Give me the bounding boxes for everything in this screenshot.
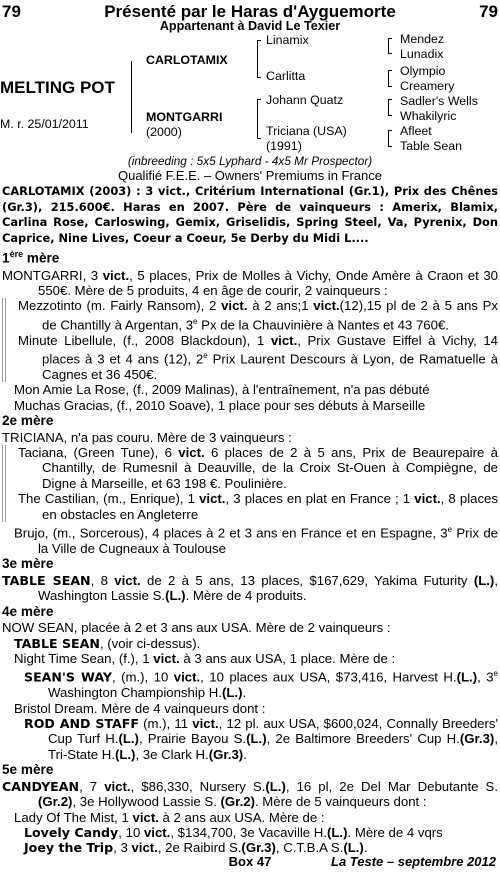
ped-ds: Johann Quatz bbox=[266, 93, 344, 107]
produce-mon-amie: Mon Amie La Rose, (f., 2009 Malinas), à l'entraînement, n'a pas débuté bbox=[14, 382, 430, 398]
produce-brujo: Brujo, (m., Sorcerous), 4 places à 2 et 3 ans en France et en Espagne, 3e Prix de la Ville de Cugneaux à Toulouse bbox=[14, 524, 498, 556]
ped-sds: Olympio bbox=[400, 64, 446, 78]
owner-line: Appartenant à David Le Texier bbox=[159, 19, 341, 33]
granddam-paragraph: TRICIANA, n'a pas couru. Mère de 3 vainqueurs : bbox=[2, 429, 292, 445]
produce-taciana: Taciana, (Green Tune), 6 vict. 6 places de 2 à 5 ans, Prix de Beaurepaire à Chantilly, de Rumesnil à Deauville, de la Croix St-Ouen à Compiègne, de Digne à Marseille, et 63 198 €. Poulinière. bbox=[18, 444, 498, 491]
lot-number-right: 79 bbox=[479, 2, 498, 21]
granddam-produce-group bbox=[2, 445, 498, 522]
ped-ss: Linamix bbox=[266, 33, 309, 47]
fourth-dam-paragraph: NOW SEAN, placée à 2 et 3 ans aux USA. Mère de 2 vainqueurs : bbox=[2, 620, 391, 636]
ped-sd: Carlitta bbox=[266, 69, 306, 83]
produce-rod-and-staff: ROD AND STAFF (m.), 11 vict., 12 pl. aux USA, $600,024, Connally Breeders' Cup Turf H.(L.), Prairie Bayou S.(L.), 2e Baltimore Breeders' Cup H.(Gr.3), Tri-State H.(L.), 3e Clark H.(Gr.3). bbox=[24, 716, 498, 762]
section-5e-mere: 5e mère bbox=[2, 762, 54, 778]
dam-paragraph: MONTGARRI, 3 vict., 5 places, Prix de Molles à Vichy, Onde Amère à Craon et 30 550€. Mère de 5 produits, 4 en âge de courir, 2 vainqueurs : bbox=[2, 267, 498, 298]
ped-dam-year: (2000) bbox=[146, 125, 182, 139]
bracket-sd bbox=[388, 70, 392, 87]
ped-dd-year: (1991) bbox=[266, 139, 302, 153]
ped-sdd: Creamery bbox=[400, 79, 455, 93]
section-2e-mere: 2e mère bbox=[2, 412, 54, 428]
inbreeding-note: (inbreeding : 5x5 Lyphard - 4x5 Mr Prospector) bbox=[127, 154, 373, 168]
horse-name: MELTING POT bbox=[0, 78, 115, 97]
sale-place-date: La Teste – septembre 2012 bbox=[331, 854, 496, 869]
bracket-gen1 bbox=[131, 61, 132, 133]
footer bbox=[0, 854, 500, 872]
fifth-dam-paragraph: CANDYEAN, 7 vict., $86,330, Nursery S.(L.), 16 pl, 2e Del Mar Debutante S. (Gr.2), 3e Hollywood Lassie S. (Gr.2). Mère de 5 vainqueurs dont : bbox=[2, 778, 498, 810]
bracket-ds bbox=[388, 99, 392, 116]
produce-seans-way: SEAN'S WAY, (m.), 10 vict., 10 places aux USA, $73,416, Harvest H.(L.), 3e Washington Championship H.(L.). bbox=[24, 669, 498, 701]
ped-ddd: Table Sean bbox=[400, 139, 463, 153]
bracket-sire bbox=[257, 40, 261, 78]
ped-dam: MONTGARRI bbox=[146, 110, 223, 124]
qualification-note: Qualifié F.E.E. – Owners' Premiums in France bbox=[117, 168, 382, 183]
lot-number-left: 79 bbox=[2, 2, 21, 21]
box-number: Box 47 bbox=[228, 854, 272, 869]
produce-castilian: The Castilian, (m., Enrique), 1 vict., 3 places en plat en France ; 1 vict., 8 places en obstacles en Angleterre bbox=[18, 491, 498, 522]
ped-dss: Sadler's Wells bbox=[400, 94, 478, 108]
section-1ere-mere: 1ère mère bbox=[2, 249, 60, 266]
ped-sss: Mendez bbox=[400, 32, 445, 46]
produce-bristol-dream: Bristol Dream. Mère de 4 vainqueurs dont : bbox=[14, 700, 266, 716]
horse-info: M. r. 25/01/2011 bbox=[0, 117, 89, 131]
section-4e-mere: 4e mère bbox=[2, 603, 54, 619]
produce-lady-of-the-mist: Lady Of The Mist, 1 vict. à 2 ans aux USA. Mère de : bbox=[14, 809, 325, 825]
produce-joey-the-trip: Joey the Trip, 3 vict., 2e Raibird S.(Gr.3), C.T.B.A S.(L.). bbox=[24, 840, 368, 856]
ped-dsd: Whakilyric bbox=[400, 109, 457, 123]
pedigree-table bbox=[0, 33, 500, 155]
sire-paragraph: CARLOTAMIX (2003) : 3 vict., Critérium International (Gr.1), Prix des Chênes (Gr.3), 215.600€. Haras en 2007. Père de vainqueurs : Amerix, Blamix, Carlina Rose, Carloswing, Gemix, Griselidis, Spring Steel, Va, Pyrenix, Don Caprice, Nine Lives, Coeur a Coeur, 5e Derby du Midi L.... bbox=[2, 184, 498, 245]
ped-sire: CARLOTAMIX bbox=[146, 53, 228, 67]
produce-night-time-sean: Night Time Sean, (f.), 1 vict. à 3 ans aux USA, 1 place. Mère de : bbox=[14, 650, 396, 666]
bracket-ss bbox=[388, 38, 392, 54]
produce-mezzotinto: Mezzotinto (m. Fairly Ransom), 2 vict. à 2 ans;1 vict.(12),15 pl de 2 à 5 ans Px de Chantilly à Argentan, 3e Px de la Chauvinière à Nantes et 43 760€. bbox=[18, 298, 498, 333]
ped-dd: Triciana (USA) bbox=[266, 124, 347, 138]
bracket-dd bbox=[388, 130, 392, 147]
catalogue-body bbox=[2, 184, 498, 856]
bracket-dam bbox=[257, 99, 261, 139]
produce-lovely-candy: Lovely Candy, 10 vict., $134,700, 3e Vacaville H.(L.). Mère de 4 vqrs bbox=[24, 825, 443, 841]
produce-table-sean: TABLE SEAN, (voir ci-dessus). bbox=[14, 635, 201, 651]
third-dam-paragraph: TABLE SEAN, 8 vict. de 2 à 5 ans, 13 places, $167,629, Yakima Futurity (L.), Washington Lassie S.(L.). Mère de 4 produits. bbox=[2, 572, 498, 604]
produce-minute-libellule: Minute Libellule, (f., 2008 Blackdoun), 1 vict., Prix Gustave Eiffel à Vichy, 14 places à 3 et 4 ans (12), 2e Prix Laurent Descours à Lyon, de Ramatuelle à Cagnes et 36 450€. bbox=[18, 332, 499, 382]
produce-group bbox=[2, 298, 498, 382]
produce-muchas-gracias: Muchas Gracias, (f., 2010 Soave), 1 place pour ses débuts à Marseille bbox=[14, 397, 426, 413]
ped-ssd: Lunadix bbox=[400, 47, 444, 61]
consignor-title: Présenté par le Haras d'Ayguemorte bbox=[104, 2, 396, 21]
section-3e-mere: 3e mère bbox=[2, 556, 54, 572]
ped-dds: Afleet bbox=[400, 124, 432, 138]
